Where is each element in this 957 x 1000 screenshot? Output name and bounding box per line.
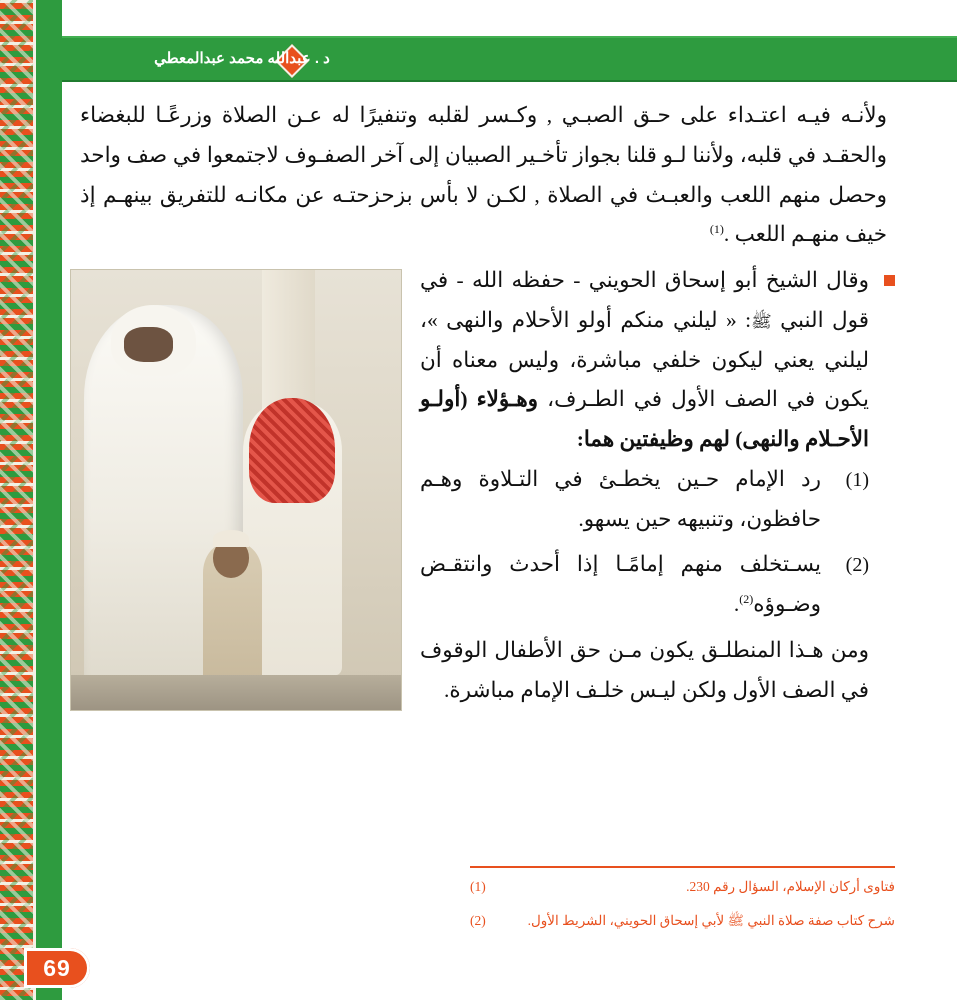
list-item-2-number: (2) bbox=[845, 554, 869, 577]
footnote-ref-1: (1) bbox=[709, 222, 724, 237]
footnote-2-mark: (2) bbox=[470, 913, 486, 929]
list-item-2 bbox=[70, 545, 869, 625]
border-green-strip bbox=[36, 0, 62, 1000]
paragraph-two-text-b: : « ليلني منكم أولو الأحلام والنهى »، ليلني يعني ليكون خلفي مباشرة، وليس معناه أن يكون في الصف الأول في الطـرف، bbox=[420, 307, 869, 412]
paragraph-two-bold: وهـؤلاء (أولـو الأحـلام والنهى) لهم وظيفتين هما: bbox=[420, 387, 869, 452]
footnote-2-text: شرح كتاب صفة صلاة النبي ﷺ لأبي إسحاق الحويني، الشريط الأول. bbox=[527, 913, 895, 929]
footnote-1-text: فتاوى أركان الإسلام، السؤال رقم 230. bbox=[686, 879, 895, 894]
prophet-honorific-icon: ﷺ bbox=[751, 311, 772, 331]
footnote-row-1 bbox=[470, 877, 895, 897]
photo-floor bbox=[71, 675, 401, 710]
footnote-1-mark: (1) bbox=[470, 879, 486, 894]
footnote-ref-2: (2) bbox=[739, 592, 754, 607]
paragraph-one bbox=[70, 96, 895, 255]
paragraph-three: ومن هـذا المنطلـق يكون مـن حق الأطفال الوقوف في الصف الأول ولكن ليـس خلـف الإمام مباشرة. bbox=[420, 637, 869, 702]
list-item-1-text: رد الإمام حـين يخطـئ في التـلاوة وهـم حافظون، وتنبيهه حين يسهو. bbox=[420, 466, 821, 531]
paragraph-two-text-a: وقال الشيخ أبو إسحاق الحويني - حفظه الله - في قول النبي bbox=[420, 268, 869, 332]
page-number-badge: 69 bbox=[24, 948, 90, 988]
header-author-name: د . عبدالله محمد عبدالمعطي bbox=[154, 50, 330, 67]
page-content bbox=[70, 96, 895, 856]
photo-first-man-face bbox=[124, 327, 174, 362]
square-bullet-icon bbox=[884, 275, 895, 286]
list-item-2-text: يسـتخلف منهم إمامًـا إذا أحدث وانتقـض وضـوؤه bbox=[420, 552, 821, 617]
list-item-1-number: (1) bbox=[845, 468, 869, 491]
footnote-row-2 bbox=[470, 911, 895, 931]
footnote-divider bbox=[470, 866, 895, 868]
paragraph-one-text: ولأنـه فيـه اعتـداء على حـق الصبـي , وكـسر لقلبه وتنفيرًا له عـن الصلاة وزرعًـا للبغضاء والحقـد في قلبه، ولأننا لـو قلنا بجواز تأخـير الصبيان إلى آخر الصفـوف لاجتمعوا في صف واحد وحصل منهم اللعب والعبـث في الصلاة , لكـن لا بأس بزحزحتـه عن مكانـه للتفريق بينهـم إذ خيف منهـم اللعب . bbox=[80, 103, 887, 247]
footnotes-section bbox=[470, 866, 895, 946]
decorative-left-border bbox=[0, 0, 62, 1000]
list-item-1 bbox=[70, 460, 869, 540]
paragraph-two-block bbox=[70, 261, 895, 710]
list-item-2-tail: . bbox=[733, 592, 740, 617]
border-pattern bbox=[0, 0, 36, 1000]
